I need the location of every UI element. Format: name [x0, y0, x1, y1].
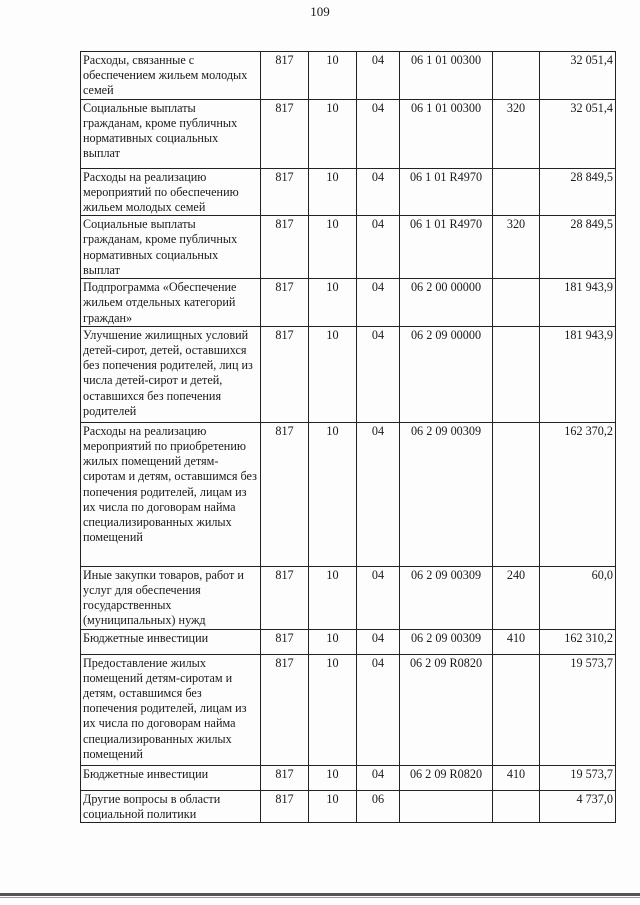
row-rz: 10 — [309, 216, 357, 279]
row-vr: 240 — [493, 566, 540, 629]
row-csr: 06 1 01 00300 — [400, 99, 493, 168]
row-rz: 10 — [309, 279, 357, 327]
row-pr: 04 — [357, 422, 400, 566]
row-sum: 32 051,4 — [540, 52, 616, 100]
row-sum: 19 573,7 — [540, 654, 616, 765]
row-rz: 10 — [309, 790, 357, 822]
row-csr: 06 2 09 00000 — [400, 326, 493, 422]
row-name: Социальные выплаты гражданам, кроме публичных нормативных социальных выплат — [81, 216, 261, 279]
row-pr: 04 — [357, 216, 400, 279]
row-name: Социальные выплаты гражданам, кроме публичных нормативных социальных выплат — [81, 99, 261, 168]
row-csr: 06 2 09 R0820 — [400, 765, 493, 790]
scan-bottom-edge — [0, 893, 640, 896]
row-pr: 06 — [357, 790, 400, 822]
row-pr: 04 — [357, 99, 400, 168]
row-vr: 410 — [493, 765, 540, 790]
row-vr: 320 — [493, 99, 540, 168]
row-name: Иные закупки товаров, работ и услуг для обеспечения государственных (муниципальных) нужд — [81, 566, 261, 629]
table-row — [81, 52, 616, 100]
table-row — [81, 790, 616, 822]
row-vr — [493, 326, 540, 422]
row-pr: 04 — [357, 765, 400, 790]
row-csr: 06 2 09 R0820 — [400, 654, 493, 765]
table-row — [81, 422, 616, 566]
row-sum: 60,0 — [540, 566, 616, 629]
row-sum: 28 849,5 — [540, 216, 616, 279]
row-name: Предоставление жилых помещений детям-сиротам и детям, оставшимся без попечения родителей, лицам из их числа по договорам найма специализированных жилых помещений — [81, 654, 261, 765]
row-vr — [493, 790, 540, 822]
row-vr — [493, 168, 540, 216]
row-sum: 19 573,7 — [540, 765, 616, 790]
row-sum: 162 370,2 — [540, 422, 616, 566]
row-sum: 162 310,2 — [540, 629, 616, 654]
table-row — [81, 654, 616, 765]
row-ved: 817 — [261, 279, 309, 327]
row-pr: 04 — [357, 629, 400, 654]
row-csr: 06 1 01 R4970 — [400, 216, 493, 279]
row-csr: 06 2 09 00309 — [400, 566, 493, 629]
row-sum: 28 849,5 — [540, 168, 616, 216]
row-vr — [493, 422, 540, 566]
row-vr: 320 — [493, 216, 540, 279]
table-row — [81, 566, 616, 629]
row-rz: 10 — [309, 422, 357, 566]
row-sum: 181 943,9 — [540, 279, 616, 327]
row-name: Подпрограмма «Обеспечение жильем отдельных категорий граждан» — [81, 279, 261, 327]
table-row — [81, 99, 616, 168]
row-name: Улучшение жилищных условий детей-сирот, детей, оставшихся без попечения родителей, лиц из числа детей-сирот и детей, оставшихся без попечения родителей — [81, 326, 261, 422]
row-rz: 10 — [309, 52, 357, 100]
row-pr: 04 — [357, 52, 400, 100]
row-ved: 817 — [261, 326, 309, 422]
row-ved: 817 — [261, 654, 309, 765]
row-name: Бюджетные инвестиции — [81, 629, 261, 654]
row-pr: 04 — [357, 654, 400, 765]
row-ved: 817 — [261, 765, 309, 790]
row-sum: 181 943,9 — [540, 326, 616, 422]
row-ved: 817 — [261, 629, 309, 654]
row-vr: 410 — [493, 629, 540, 654]
table-row — [81, 279, 616, 327]
row-ved: 817 — [261, 168, 309, 216]
scan-bottom-edge-line — [0, 897, 640, 898]
row-rz: 10 — [309, 629, 357, 654]
row-ved: 817 — [261, 99, 309, 168]
row-csr: 06 1 01 R4970 — [400, 168, 493, 216]
row-rz: 10 — [309, 168, 357, 216]
table-row — [81, 629, 616, 654]
row-pr: 04 — [357, 279, 400, 327]
row-name: Расходы на реализацию мероприятий по приобретению жилых помещений детям-сиротам и детям, оставшимся без попечения родителей, лицам из их числа по договорам найма специализированных жилых помещений — [81, 422, 261, 566]
row-pr: 04 — [357, 326, 400, 422]
row-vr — [493, 52, 540, 100]
budget-table — [80, 51, 616, 823]
row-pr: 04 — [357, 168, 400, 216]
row-ved: 817 — [261, 216, 309, 279]
row-sum: 32 051,4 — [540, 99, 616, 168]
row-vr — [493, 279, 540, 327]
page-number: 109 — [310, 4, 330, 19]
row-rz: 10 — [309, 765, 357, 790]
row-name: Расходы на реализацию мероприятий по обеспечению жильем молодых семей — [81, 168, 261, 216]
row-name: Расходы, связанные с обеспечением жильем молодых семей — [81, 52, 261, 100]
row-ved: 817 — [261, 52, 309, 100]
row-csr: 06 2 09 00309 — [400, 629, 493, 654]
row-vr — [493, 654, 540, 765]
row-csr: 06 1 01 00300 — [400, 52, 493, 100]
row-csr: 06 2 09 00309 — [400, 422, 493, 566]
table-row — [81, 216, 616, 279]
row-rz: 10 — [309, 654, 357, 765]
row-csr: 06 2 00 00000 — [400, 279, 493, 327]
row-ved: 817 — [261, 566, 309, 629]
row-rz: 10 — [309, 566, 357, 629]
table-row — [81, 326, 616, 422]
table-row — [81, 765, 616, 790]
row-name: Другие вопросы в области социальной политики — [81, 790, 261, 822]
row-csr — [400, 790, 493, 822]
row-ved: 817 — [261, 422, 309, 566]
row-name: Бюджетные инвестиции — [81, 765, 261, 790]
table-row — [81, 168, 616, 216]
row-sum: 4 737,0 — [540, 790, 616, 822]
row-ved: 817 — [261, 790, 309, 822]
row-rz: 10 — [309, 99, 357, 168]
row-rz: 10 — [309, 326, 357, 422]
row-pr: 04 — [357, 566, 400, 629]
